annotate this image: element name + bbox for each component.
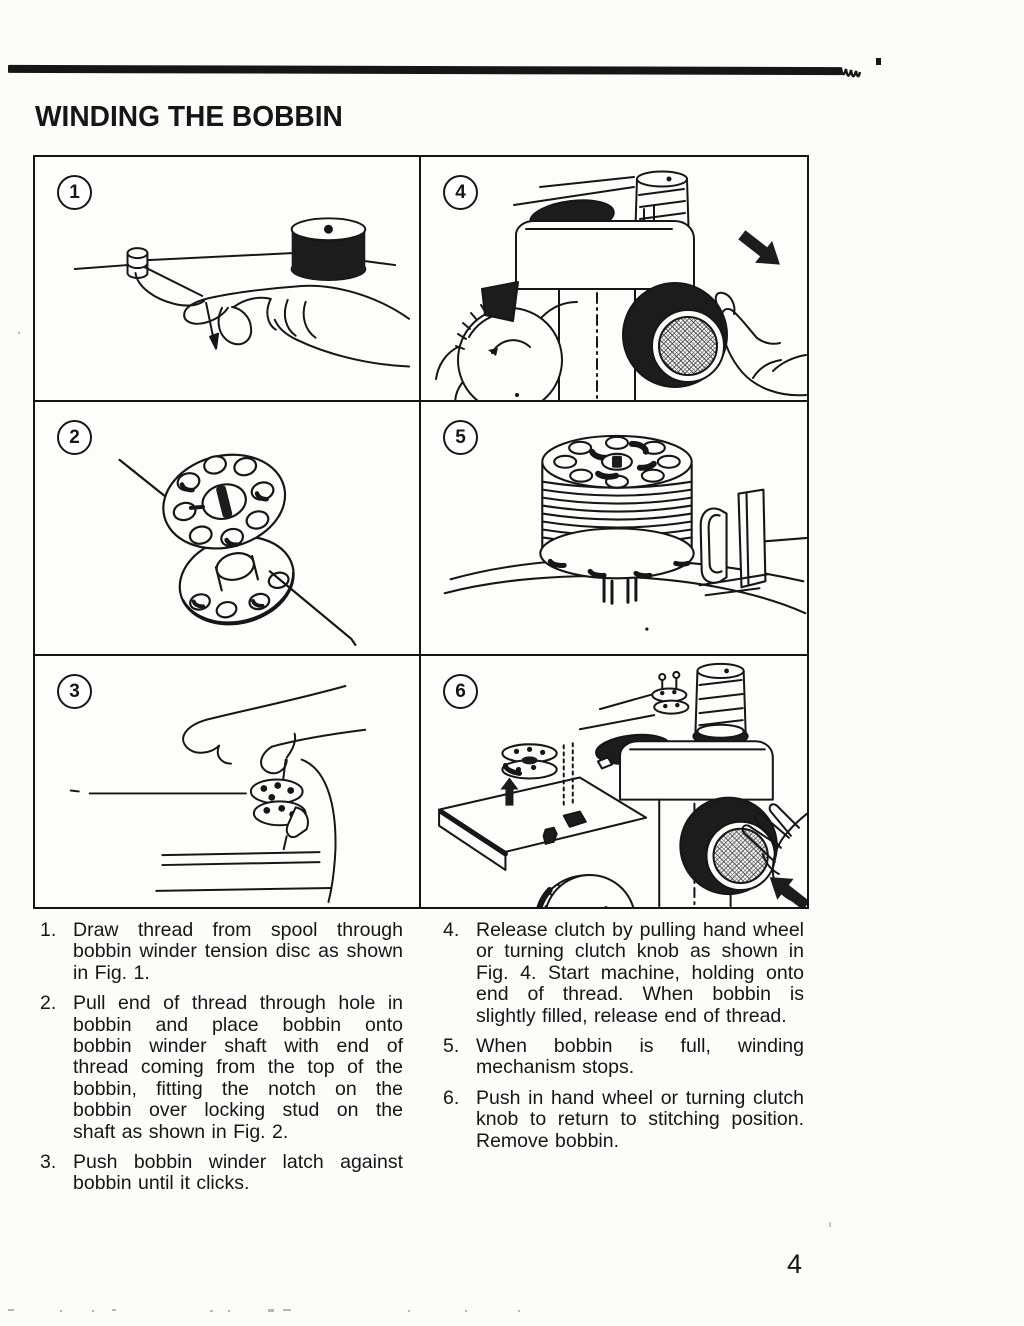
winder-latch: [700, 490, 768, 596]
figure-3-illustration: [35, 656, 419, 907]
figure-1-illustration: [35, 157, 419, 400]
hand-wheel: [623, 283, 727, 387]
instruction-line: Remove bobbin.: [476, 1129, 620, 1152]
hand: [183, 686, 365, 773]
instruction-line: in Fig. 1.: [73, 961, 150, 984]
instruction-line: or turning clutch knob as shown in: [476, 940, 804, 963]
machine-body: [156, 760, 335, 902]
instruction-line: bobbin winder tension disc as shown: [73, 940, 403, 963]
full-bobbin: [540, 436, 693, 603]
scan-artifact: [829, 1222, 831, 1227]
instruction-item: [40, 1152, 403, 1195]
hand-wheel: [680, 798, 777, 895]
figure-number-5: 5: [443, 420, 478, 455]
clutch-knob: [538, 875, 636, 907]
instruction-line: bobbin until it clicks.: [73, 1172, 250, 1195]
instruction-number: 4.: [443, 919, 460, 941]
instruction-item: [40, 993, 403, 1143]
figure-panel-2: [35, 402, 421, 656]
tension-disc: [128, 248, 148, 278]
figure-2-illustration: [35, 402, 419, 654]
instruction-line: shaft as shown in Fig. 2.: [73, 1120, 289, 1143]
instruction-line: end of thread. When bobbin is: [476, 983, 804, 1006]
thread-spool: [292, 218, 366, 280]
instruction-number: 5.: [443, 1035, 460, 1058]
instruction-item: [443, 920, 804, 1027]
thread-line: [270, 571, 356, 645]
pointer-line: [71, 790, 246, 793]
figure-number-2: 2: [57, 420, 92, 455]
instruction-line: bobbin winder shaft with end of: [73, 1035, 403, 1058]
figure-panel-6: [421, 656, 807, 907]
page-title: WINDING THE BOBBIN: [35, 101, 343, 133]
scan-dot: [645, 628, 648, 631]
figure-grid: [33, 155, 809, 909]
instructions-right-column: [443, 920, 804, 1161]
winder-bobbin-small: [652, 672, 688, 714]
instruction-line: bobbin, fitting the notch on the: [73, 1077, 403, 1100]
top-rule-dot: [876, 58, 881, 65]
removed-bobbin: [502, 744, 556, 778]
instruction-line: thread coming from the top of the: [73, 1056, 403, 1079]
instruction-line: Release clutch by pulling hand wheel: [476, 919, 804, 941]
instruction-item: [40, 920, 403, 984]
instruction-line: knob to return to stitching position.: [476, 1108, 804, 1131]
figure-panel-5: [421, 402, 807, 656]
figure-number-1: 1: [57, 175, 92, 210]
thread-spool: [693, 664, 747, 745]
hand: [184, 286, 409, 367]
bobbin: [150, 442, 313, 636]
figure-4-illustration: [421, 157, 807, 400]
figure-number-3: 3: [57, 674, 92, 709]
figure-6-illustration: [421, 656, 807, 907]
figure-panel-1: [35, 157, 421, 402]
instruction-number: 3.: [40, 1151, 57, 1174]
instruction-line: When bobbin is full, winding: [476, 1035, 804, 1058]
top-rule: [8, 65, 842, 75]
instruction-number: 6.: [443, 1086, 460, 1109]
instruction-number: 1.: [40, 919, 57, 941]
instruction-line: Pull end of thread through hole in: [73, 992, 403, 1015]
figure-5-illustration: [421, 402, 807, 654]
instruction-line: Push bobbin winder latch against: [73, 1151, 403, 1174]
page-number: 4: [787, 1249, 803, 1279]
figure-number-4: 4: [443, 175, 478, 210]
instruction-line: bobbin and place bobbin onto: [73, 1013, 403, 1036]
hand: [716, 293, 806, 396]
figure-panel-4: [421, 157, 807, 402]
instructions-left-column: [40, 920, 403, 1204]
instruction-item: [443, 1088, 804, 1152]
arrow-icon: [733, 224, 788, 275]
instruction-line: bobbin over locking stud on the: [73, 1099, 403, 1122]
clutch-knob-hands: [436, 282, 583, 400]
instruction-line: mechanism stops.: [476, 1056, 635, 1079]
instruction-line: Push in hand wheel or turning clutch: [476, 1086, 804, 1109]
figure-number-6: 6: [443, 674, 478, 709]
instruction-number: 2.: [40, 992, 57, 1015]
top-rule-squiggle: [840, 58, 880, 86]
figure-panel-3: [35, 656, 421, 907]
bobbin-on-winder: [251, 780, 308, 850]
instruction-line: Fig. 4. Start machine, holding onto: [476, 961, 804, 984]
instruction-line: Draw thread from spool through: [73, 919, 403, 941]
instruction-line: slightly filled, release end of thread.: [476, 1004, 787, 1027]
instruction-item: [443, 1036, 804, 1079]
